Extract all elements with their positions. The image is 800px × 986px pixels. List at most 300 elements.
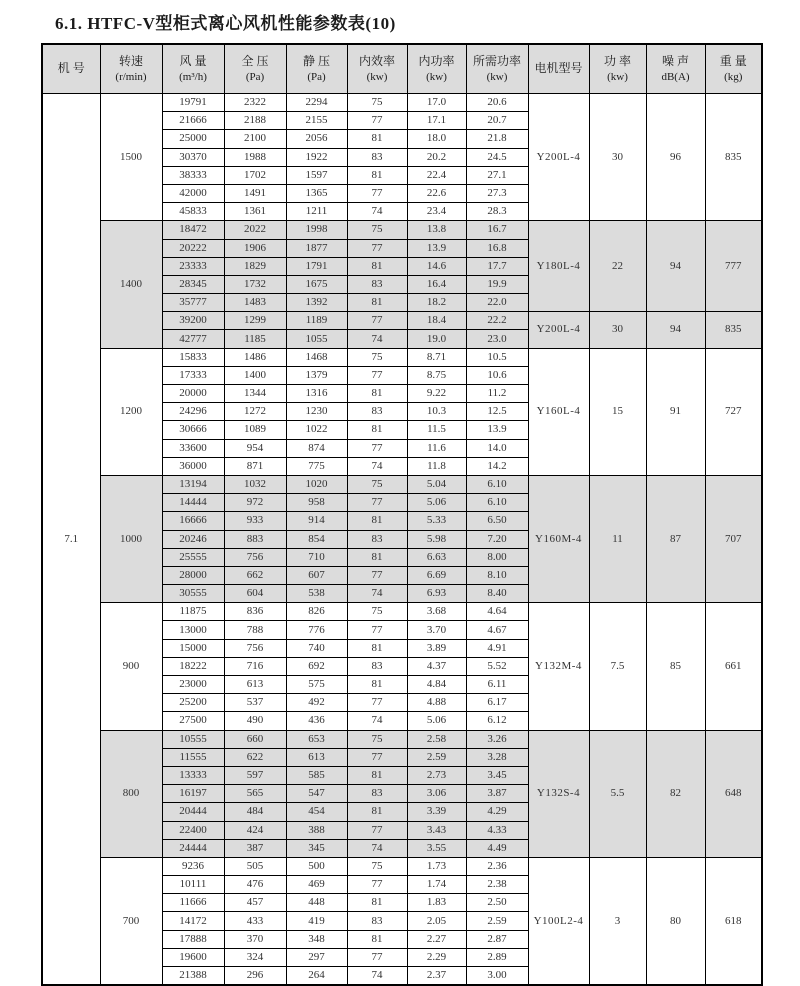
weight-cell: 707 bbox=[705, 475, 762, 602]
air-volume-cell: 21666 bbox=[162, 112, 224, 130]
static-pressure-cell: 958 bbox=[286, 494, 347, 512]
static-pressure-cell: 692 bbox=[286, 657, 347, 675]
air-volume-cell: 25000 bbox=[162, 130, 224, 148]
static-pressure-cell: 2056 bbox=[286, 130, 347, 148]
table-row bbox=[42, 603, 762, 621]
weight-cell: 777 bbox=[705, 221, 762, 312]
air-volume-cell: 11875 bbox=[162, 603, 224, 621]
weight-cell: 648 bbox=[705, 730, 762, 857]
noise-cell: 82 bbox=[646, 730, 705, 857]
air-volume-cell: 20444 bbox=[162, 803, 224, 821]
efficiency-cell: 74 bbox=[347, 585, 407, 603]
required-power-cell: 4.64 bbox=[466, 603, 528, 621]
air-volume-cell: 13333 bbox=[162, 766, 224, 784]
air-volume-cell: 45833 bbox=[162, 203, 224, 221]
static-pressure-cell: 436 bbox=[286, 712, 347, 730]
static-pressure-cell: 710 bbox=[286, 548, 347, 566]
air-volume-cell: 30555 bbox=[162, 585, 224, 603]
air-volume-cell: 10111 bbox=[162, 876, 224, 894]
air-volume-cell: 24296 bbox=[162, 403, 224, 421]
internal-power-cell: 6.63 bbox=[407, 548, 466, 566]
internal-power-cell: 22.6 bbox=[407, 184, 466, 202]
header-machine-no bbox=[42, 44, 100, 94]
air-volume-cell: 21388 bbox=[162, 967, 224, 986]
header-unit: (kw) bbox=[366, 70, 388, 83]
air-volume-cell: 42000 bbox=[162, 184, 224, 202]
total-pressure-cell: 871 bbox=[224, 457, 286, 475]
total-pressure-cell: 1361 bbox=[224, 203, 286, 221]
header-row bbox=[42, 44, 762, 94]
internal-power-cell: 11.6 bbox=[407, 439, 466, 457]
efficiency-cell: 74 bbox=[347, 330, 407, 348]
static-pressure-cell: 1468 bbox=[286, 348, 347, 366]
internal-power-cell: 4.37 bbox=[407, 657, 466, 675]
static-pressure-cell: 914 bbox=[286, 512, 347, 530]
internal-power-cell: 18.4 bbox=[407, 312, 466, 330]
efficiency-cell: 81 bbox=[347, 548, 407, 566]
static-pressure-cell: 1365 bbox=[286, 184, 347, 202]
required-power-cell: 2.59 bbox=[466, 912, 528, 930]
internal-power-cell: 5.06 bbox=[407, 712, 466, 730]
efficiency-cell: 81 bbox=[347, 421, 407, 439]
required-power-cell: 3.28 bbox=[466, 748, 528, 766]
air-volume-cell: 17888 bbox=[162, 930, 224, 948]
header-unit: (kw) bbox=[607, 70, 628, 83]
air-volume-cell: 15000 bbox=[162, 639, 224, 657]
air-volume-cell: 11555 bbox=[162, 748, 224, 766]
header-total-pressure bbox=[224, 44, 286, 94]
efficiency-cell: 77 bbox=[347, 239, 407, 257]
motor-model-cell: Y132M-4 bbox=[528, 603, 589, 730]
static-pressure-cell: 585 bbox=[286, 766, 347, 784]
internal-power-cell: 2.59 bbox=[407, 748, 466, 766]
air-volume-cell: 13194 bbox=[162, 475, 224, 493]
air-volume-cell: 36000 bbox=[162, 457, 224, 475]
motor-power-cell: 5.5 bbox=[589, 730, 646, 857]
air-volume-cell: 27500 bbox=[162, 712, 224, 730]
total-pressure-cell: 1486 bbox=[224, 348, 286, 366]
air-volume-cell: 25555 bbox=[162, 548, 224, 566]
total-pressure-cell: 954 bbox=[224, 439, 286, 457]
internal-power-cell: 8.75 bbox=[407, 366, 466, 384]
header-motor-model bbox=[528, 44, 589, 94]
total-pressure-cell: 788 bbox=[224, 621, 286, 639]
required-power-cell: 11.2 bbox=[466, 385, 528, 403]
static-pressure-cell: 264 bbox=[286, 967, 347, 986]
static-pressure-cell: 547 bbox=[286, 785, 347, 803]
efficiency-cell: 75 bbox=[347, 857, 407, 875]
required-power-cell: 14.2 bbox=[466, 457, 528, 475]
static-pressure-cell: 1189 bbox=[286, 312, 347, 330]
header-unit: (r/min) bbox=[115, 70, 147, 83]
header-label: 功 率 bbox=[603, 54, 631, 69]
internal-power-cell: 10.3 bbox=[407, 403, 466, 421]
efficiency-cell: 81 bbox=[347, 639, 407, 657]
header-internal-power bbox=[407, 44, 466, 94]
required-power-cell: 6.12 bbox=[466, 712, 528, 730]
air-volume-cell: 18222 bbox=[162, 657, 224, 675]
static-pressure-cell: 538 bbox=[286, 585, 347, 603]
page-title: 6.1. HTFC-V型柜式离心风机性能参数表(10) bbox=[55, 14, 396, 33]
internal-power-cell: 2.58 bbox=[407, 730, 466, 748]
static-pressure-cell: 2294 bbox=[286, 94, 347, 112]
static-pressure-cell: 854 bbox=[286, 530, 347, 548]
internal-power-cell: 3.43 bbox=[407, 821, 466, 839]
header-label: 重 量 bbox=[719, 54, 747, 69]
internal-power-cell: 3.89 bbox=[407, 639, 466, 657]
required-power-cell: 7.20 bbox=[466, 530, 528, 548]
total-pressure-cell: 660 bbox=[224, 730, 286, 748]
internal-power-cell: 17.1 bbox=[407, 112, 466, 130]
motor-power-cell: 7.5 bbox=[589, 603, 646, 730]
efficiency-cell: 81 bbox=[347, 294, 407, 312]
static-pressure-cell: 613 bbox=[286, 748, 347, 766]
efficiency-cell: 75 bbox=[347, 221, 407, 239]
table-body bbox=[42, 94, 762, 986]
header-label: 风 量 bbox=[179, 54, 207, 69]
air-volume-cell: 39200 bbox=[162, 312, 224, 330]
noise-cell: 85 bbox=[646, 603, 705, 730]
required-power-cell: 20.6 bbox=[466, 94, 528, 112]
motor-model-cell: Y100L2-4 bbox=[528, 857, 589, 985]
static-pressure-cell: 348 bbox=[286, 930, 347, 948]
header-required-power bbox=[466, 44, 528, 94]
header-label: 转速 bbox=[118, 54, 143, 69]
header-label: 全 压 bbox=[241, 54, 269, 69]
internal-power-cell: 22.4 bbox=[407, 166, 466, 184]
total-pressure-cell: 505 bbox=[224, 857, 286, 875]
table-row bbox=[42, 857, 762, 875]
total-pressure-cell: 1491 bbox=[224, 184, 286, 202]
header-unit: dB(A) bbox=[661, 70, 690, 83]
static-pressure-cell: 448 bbox=[286, 894, 347, 912]
table-row bbox=[42, 475, 762, 493]
machine-number-cell: 7.1 bbox=[42, 94, 100, 986]
required-power-cell: 22.0 bbox=[466, 294, 528, 312]
total-pressure-cell: 1829 bbox=[224, 257, 286, 275]
total-pressure-cell: 883 bbox=[224, 530, 286, 548]
air-volume-cell: 14444 bbox=[162, 494, 224, 512]
efficiency-cell: 77 bbox=[347, 112, 407, 130]
header-efficiency bbox=[347, 44, 407, 94]
air-volume-cell: 25200 bbox=[162, 694, 224, 712]
motor-model-cell: Y160L-4 bbox=[528, 348, 589, 475]
required-power-cell: 10.5 bbox=[466, 348, 528, 366]
air-volume-cell: 20000 bbox=[162, 385, 224, 403]
static-pressure-cell: 469 bbox=[286, 876, 347, 894]
air-volume-cell: 19791 bbox=[162, 94, 224, 112]
internal-power-cell: 3.68 bbox=[407, 603, 466, 621]
efficiency-cell: 77 bbox=[347, 621, 407, 639]
required-power-cell: 16.8 bbox=[466, 239, 528, 257]
total-pressure-cell: 537 bbox=[224, 694, 286, 712]
total-pressure-cell: 756 bbox=[224, 548, 286, 566]
required-power-cell: 17.7 bbox=[466, 257, 528, 275]
required-power-cell: 3.87 bbox=[466, 785, 528, 803]
air-volume-cell: 11666 bbox=[162, 894, 224, 912]
total-pressure-cell: 2188 bbox=[224, 112, 286, 130]
required-power-cell: 6.11 bbox=[466, 676, 528, 694]
total-pressure-cell: 387 bbox=[224, 839, 286, 857]
air-volume-cell: 28345 bbox=[162, 275, 224, 293]
air-volume-cell: 35777 bbox=[162, 294, 224, 312]
total-pressure-cell: 1906 bbox=[224, 239, 286, 257]
required-power-cell: 3.26 bbox=[466, 730, 528, 748]
static-pressure-cell: 1675 bbox=[286, 275, 347, 293]
air-volume-cell: 20246 bbox=[162, 530, 224, 548]
static-pressure-cell: 297 bbox=[286, 948, 347, 966]
static-pressure-cell: 1877 bbox=[286, 239, 347, 257]
required-power-cell: 12.5 bbox=[466, 403, 528, 421]
efficiency-cell: 77 bbox=[347, 694, 407, 712]
noise-cell: 94 bbox=[646, 312, 705, 348]
header-label: 内效率 bbox=[358, 54, 395, 69]
efficiency-cell: 77 bbox=[347, 821, 407, 839]
header-weight bbox=[705, 44, 762, 94]
internal-power-cell: 14.6 bbox=[407, 257, 466, 275]
static-pressure-cell: 775 bbox=[286, 457, 347, 475]
static-pressure-cell: 500 bbox=[286, 857, 347, 875]
efficiency-cell: 77 bbox=[347, 366, 407, 384]
motor-model-cell: Y200L-4 bbox=[528, 94, 589, 221]
internal-power-cell: 2.37 bbox=[407, 967, 466, 986]
noise-cell: 80 bbox=[646, 857, 705, 985]
total-pressure-cell: 1400 bbox=[224, 366, 286, 384]
noise-cell: 87 bbox=[646, 475, 705, 602]
total-pressure-cell: 565 bbox=[224, 785, 286, 803]
internal-power-cell: 2.29 bbox=[407, 948, 466, 966]
internal-power-cell: 2.27 bbox=[407, 930, 466, 948]
header-label: 静 压 bbox=[302, 54, 330, 69]
internal-power-cell: 5.98 bbox=[407, 530, 466, 548]
static-pressure-cell: 653 bbox=[286, 730, 347, 748]
internal-power-cell: 1.74 bbox=[407, 876, 466, 894]
efficiency-cell: 83 bbox=[347, 403, 407, 421]
required-power-cell: 20.7 bbox=[466, 112, 528, 130]
static-pressure-cell: 1316 bbox=[286, 385, 347, 403]
total-pressure-cell: 457 bbox=[224, 894, 286, 912]
air-volume-cell: 30666 bbox=[162, 421, 224, 439]
required-power-cell: 4.29 bbox=[466, 803, 528, 821]
total-pressure-cell: 756 bbox=[224, 639, 286, 657]
required-power-cell: 8.00 bbox=[466, 548, 528, 566]
required-power-cell: 4.67 bbox=[466, 621, 528, 639]
internal-power-cell: 3.70 bbox=[407, 621, 466, 639]
header-unit: (kw) bbox=[486, 70, 508, 83]
required-power-cell: 3.45 bbox=[466, 766, 528, 784]
total-pressure-cell: 433 bbox=[224, 912, 286, 930]
efficiency-cell: 81 bbox=[347, 257, 407, 275]
efficiency-cell: 75 bbox=[347, 730, 407, 748]
internal-power-cell: 5.33 bbox=[407, 512, 466, 530]
total-pressure-cell: 597 bbox=[224, 766, 286, 784]
required-power-cell: 24.5 bbox=[466, 148, 528, 166]
header-unit: (Pa) bbox=[307, 70, 326, 83]
air-volume-cell: 15833 bbox=[162, 348, 224, 366]
weight-cell: 618 bbox=[705, 857, 762, 985]
table-header bbox=[42, 44, 762, 94]
weight-cell: 835 bbox=[705, 94, 762, 221]
total-pressure-cell: 662 bbox=[224, 566, 286, 584]
internal-power-cell: 18.0 bbox=[407, 130, 466, 148]
total-pressure-cell: 370 bbox=[224, 930, 286, 948]
internal-power-cell: 9.22 bbox=[407, 385, 466, 403]
table-row bbox=[42, 348, 762, 366]
static-pressure-cell: 1379 bbox=[286, 366, 347, 384]
required-power-cell: 14.0 bbox=[466, 439, 528, 457]
weight-cell: 727 bbox=[705, 348, 762, 475]
speed-cell: 900 bbox=[100, 603, 162, 730]
total-pressure-cell: 933 bbox=[224, 512, 286, 530]
required-power-cell: 8.40 bbox=[466, 585, 528, 603]
header-unit: (kw) bbox=[426, 70, 447, 83]
static-pressure-cell: 575 bbox=[286, 676, 347, 694]
internal-power-cell: 23.4 bbox=[407, 203, 466, 221]
table-row bbox=[42, 730, 762, 748]
efficiency-cell: 81 bbox=[347, 385, 407, 403]
internal-power-cell: 2.05 bbox=[407, 912, 466, 930]
header-motor-power bbox=[589, 44, 646, 94]
required-power-cell: 6.50 bbox=[466, 512, 528, 530]
internal-power-cell: 5.06 bbox=[407, 494, 466, 512]
efficiency-cell: 74 bbox=[347, 457, 407, 475]
static-pressure-cell: 388 bbox=[286, 821, 347, 839]
total-pressure-cell: 1185 bbox=[224, 330, 286, 348]
motor-power-cell: 15 bbox=[589, 348, 646, 475]
fan-performance-table bbox=[41, 43, 763, 986]
header-unit: (m³/h) bbox=[179, 70, 207, 83]
weight-cell: 661 bbox=[705, 603, 762, 730]
required-power-cell: 4.33 bbox=[466, 821, 528, 839]
internal-power-cell: 8.71 bbox=[407, 348, 466, 366]
efficiency-cell: 81 bbox=[347, 512, 407, 530]
header-air-volume bbox=[162, 44, 224, 94]
static-pressure-cell: 826 bbox=[286, 603, 347, 621]
air-volume-cell: 28000 bbox=[162, 566, 224, 584]
air-volume-cell: 17333 bbox=[162, 366, 224, 384]
air-volume-cell: 18472 bbox=[162, 221, 224, 239]
internal-power-cell: 6.69 bbox=[407, 566, 466, 584]
air-volume-cell: 16666 bbox=[162, 512, 224, 530]
air-volume-cell: 24444 bbox=[162, 839, 224, 857]
air-volume-cell: 9236 bbox=[162, 857, 224, 875]
required-power-cell: 2.36 bbox=[466, 857, 528, 875]
motor-power-cell: 22 bbox=[589, 221, 646, 312]
static-pressure-cell: 2155 bbox=[286, 112, 347, 130]
total-pressure-cell: 1089 bbox=[224, 421, 286, 439]
static-pressure-cell: 454 bbox=[286, 803, 347, 821]
header-label: 噪 声 bbox=[661, 54, 689, 69]
table-row bbox=[42, 94, 762, 112]
motor-power-cell: 11 bbox=[589, 475, 646, 602]
air-volume-cell: 14172 bbox=[162, 912, 224, 930]
efficiency-cell: 77 bbox=[347, 566, 407, 584]
required-power-cell: 4.49 bbox=[466, 839, 528, 857]
efficiency-cell: 77 bbox=[347, 312, 407, 330]
internal-power-cell: 3.06 bbox=[407, 785, 466, 803]
air-volume-cell: 20222 bbox=[162, 239, 224, 257]
static-pressure-cell: 1230 bbox=[286, 403, 347, 421]
internal-power-cell: 17.0 bbox=[407, 94, 466, 112]
internal-power-cell: 3.39 bbox=[407, 803, 466, 821]
required-power-cell: 4.91 bbox=[466, 639, 528, 657]
speed-cell: 1400 bbox=[100, 221, 162, 348]
efficiency-cell: 83 bbox=[347, 275, 407, 293]
efficiency-cell: 83 bbox=[347, 912, 407, 930]
air-volume-cell: 10555 bbox=[162, 730, 224, 748]
efficiency-cell: 75 bbox=[347, 603, 407, 621]
static-pressure-cell: 1055 bbox=[286, 330, 347, 348]
efficiency-cell: 77 bbox=[347, 748, 407, 766]
internal-power-cell: 3.55 bbox=[407, 839, 466, 857]
internal-power-cell: 5.04 bbox=[407, 475, 466, 493]
efficiency-cell: 81 bbox=[347, 894, 407, 912]
required-power-cell: 2.38 bbox=[466, 876, 528, 894]
header-label: 所需功率 bbox=[472, 54, 521, 69]
total-pressure-cell: 1702 bbox=[224, 166, 286, 184]
efficiency-cell: 74 bbox=[347, 967, 407, 986]
required-power-cell: 6.10 bbox=[466, 494, 528, 512]
static-pressure-cell: 776 bbox=[286, 621, 347, 639]
efficiency-cell: 83 bbox=[347, 657, 407, 675]
static-pressure-cell: 1791 bbox=[286, 257, 347, 275]
internal-power-cell: 1.83 bbox=[407, 894, 466, 912]
required-power-cell: 28.3 bbox=[466, 203, 528, 221]
speed-cell: 800 bbox=[100, 730, 162, 857]
required-power-cell: 2.89 bbox=[466, 948, 528, 966]
efficiency-cell: 77 bbox=[347, 494, 407, 512]
noise-cell: 91 bbox=[646, 348, 705, 475]
static-pressure-cell: 1022 bbox=[286, 421, 347, 439]
static-pressure-cell: 419 bbox=[286, 912, 347, 930]
total-pressure-cell: 1299 bbox=[224, 312, 286, 330]
total-pressure-cell: 324 bbox=[224, 948, 286, 966]
speed-cell: 1000 bbox=[100, 475, 162, 602]
static-pressure-cell: 1020 bbox=[286, 475, 347, 493]
static-pressure-cell: 1922 bbox=[286, 148, 347, 166]
total-pressure-cell: 1344 bbox=[224, 385, 286, 403]
internal-power-cell: 4.84 bbox=[407, 676, 466, 694]
required-power-cell: 3.00 bbox=[466, 967, 528, 986]
static-pressure-cell: 607 bbox=[286, 566, 347, 584]
efficiency-cell: 81 bbox=[347, 166, 407, 184]
efficiency-cell: 81 bbox=[347, 130, 407, 148]
efficiency-cell: 75 bbox=[347, 348, 407, 366]
required-power-cell: 5.52 bbox=[466, 657, 528, 675]
air-volume-cell: 19600 bbox=[162, 948, 224, 966]
internal-power-cell: 11.5 bbox=[407, 421, 466, 439]
required-power-cell: 2.50 bbox=[466, 894, 528, 912]
static-pressure-cell: 492 bbox=[286, 694, 347, 712]
speed-cell: 1500 bbox=[100, 94, 162, 221]
air-volume-cell: 16197 bbox=[162, 785, 224, 803]
internal-power-cell: 20.2 bbox=[407, 148, 466, 166]
total-pressure-cell: 604 bbox=[224, 585, 286, 603]
internal-power-cell: 1.73 bbox=[407, 857, 466, 875]
internal-power-cell: 19.0 bbox=[407, 330, 466, 348]
required-power-cell: 6.17 bbox=[466, 694, 528, 712]
required-power-cell: 23.0 bbox=[466, 330, 528, 348]
air-volume-cell: 30370 bbox=[162, 148, 224, 166]
required-power-cell: 16.7 bbox=[466, 221, 528, 239]
header-noise bbox=[646, 44, 705, 94]
total-pressure-cell: 2022 bbox=[224, 221, 286, 239]
weight-cell: 835 bbox=[705, 312, 762, 348]
efficiency-cell: 81 bbox=[347, 676, 407, 694]
internal-power-cell: 13.9 bbox=[407, 239, 466, 257]
efficiency-cell: 77 bbox=[347, 439, 407, 457]
efficiency-cell: 77 bbox=[347, 948, 407, 966]
